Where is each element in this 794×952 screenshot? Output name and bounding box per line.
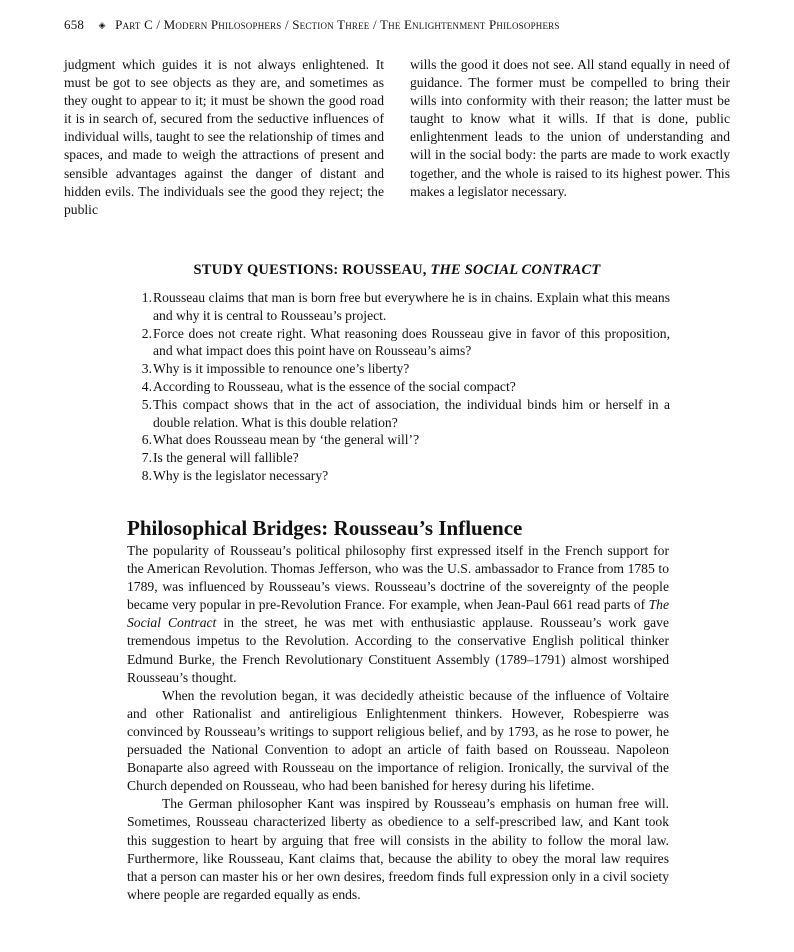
continuation-left-column: judgment which guides it is not always enlightened. It must be got to see objects as they are, and sometimes as they ought to appear to it; it must be shown the good road it is in search of, secured from the seductive influences of individual wills, taught to see the relationship of times and spaces, and made to weigh the attractions of present and sensible advantages against the danger of distant and hidden evils. The individuals see the good they reject; the public (64, 57, 384, 217)
section-body (127, 542, 669, 904)
study-questions-list (128, 289, 670, 485)
study-question-number: 4. (141, 378, 152, 394)
study-question-text: According to Rousseau, what is the essence of the social compact? (153, 378, 516, 394)
study-question-text: This compact shows that in the act of association, the individual binds him or herself in a double relation. What is this double relation? (153, 396, 670, 430)
running-header (64, 17, 744, 33)
study-question-item (128, 378, 670, 396)
study-question-item (128, 396, 670, 432)
study-question-number: 1. (141, 290, 152, 305)
continuation-right-column: wills the good it does not see. All stand equally in need of guidance. The former must be compelled to bring their wills into conformity with their reason; the latter must be taught to know what it wills. If that is done, public enlightenment leads to the union of understanding and will in the social body: the parts are made to work exactly together, and the whole is raised to its highest power. This makes a legislator necessary. (410, 57, 730, 199)
paragraph-1-text-b: in the street, he was met with enthusiastic applause. Rousseau’s work gave tremendous impetus to the Revolution. According to the conservative English political thinker Edmund Burke, the French Revolutionary Constituent Assembly (1789–1791) almost worshiped Rousseau’s thought. (127, 615, 669, 685)
study-question-item (128, 289, 670, 325)
study-question-text: Why is the legislator necessary? (153, 467, 329, 483)
study-question-number: 5. (141, 396, 152, 412)
study-question-item (128, 431, 670, 449)
study-question-number: 3. (141, 361, 152, 377)
study-question-number: 2. (141, 325, 152, 341)
study-question-item (128, 360, 670, 378)
running-head-text: Part C / Modern Philosophers / Section Three / The Enlightenment Philosophers (115, 17, 560, 32)
study-question-text: What does Rousseau mean by ‘the general will’? (153, 432, 420, 448)
study-question-number: 8. (141, 467, 152, 483)
paragraph-3: The German philosopher Kant was inspired by Rousseau’s emphasis on human free will. Sometimes, Rousseau characterized liberty as obedience to a self-prescribed law, and Kant took this suggestion to heart by arguing that free will consists in the ability to follow the moral law. Furthermore, like Rousseau, Kant claims that, because the ability to obey the moral law requires that a person can master his or her own desires, freedom finds full expression only in a civil society where people are regarded equally as ends. (127, 796, 669, 902)
paragraph-2: When the revolution began, it was decidedly atheistic because of the influence of Voltaire and other Rationalist and antireligious Enlightenment thinkers. However, Robespierre was convinced by Rousseau’s writings to support religious belief, and by 1793, as he rose to power, he persuaded the National Convention to adopt an article of faith based on Rousseau. Napoleon Bonaparte also agreed with Rousseau on the importance of religion. Ironically, the survival of the Church depended on Rousseau, who had been banished for heresy during his lifetime. (127, 687, 669, 794)
paragraph-1-text-a: The popularity of Rousseau’s political philosophy first expressed itself in the French support for the American Revolution. Thomas Jefferson, who was the U.S. ambassador to France from 1785 to 1789, was influenced by Rousseau’s views. Rousseau’s doctrine of the sovereignty of the people became very popular in pre-Revolution France. For example, when Jean-Paul 661 read parts of (127, 543, 669, 613)
study-questions-title-work: THE SOCIAL CONTRACT (430, 262, 601, 278)
study-question-item (128, 449, 670, 467)
study-question-item (128, 325, 670, 361)
diamond-bullet-icon: ◈ (98, 20, 106, 30)
page-number: 658 (64, 17, 85, 32)
study-questions-title (0, 262, 794, 279)
study-question-text: Why is it impossible to renounce one’s liberty? (153, 361, 410, 377)
study-question-text: Is the general will fallible? (153, 450, 299, 466)
study-questions-title-prefix: STUDY QUESTIONS: ROUSSEAU, (193, 262, 431, 278)
book-title-italic: The Social Contract (127, 597, 669, 631)
paragraph-1 (127, 542, 669, 687)
study-question-number: 6. (141, 432, 152, 448)
study-question-number: 7. (141, 450, 152, 466)
study-question-text: Rousseau claims that man is born free but everywhere he is in chains. Explain what this means and why it is central to Rousseau’s project. (153, 290, 670, 323)
study-question-item (128, 467, 670, 485)
section-heading: Philosophical Bridges: Rousseau’s Influence (127, 516, 523, 540)
study-question-text: Force does not create right. What reasoning does Rousseau give in favor of this proposition, and what impact does this point have on Rousseau’s aims? (153, 325, 670, 359)
